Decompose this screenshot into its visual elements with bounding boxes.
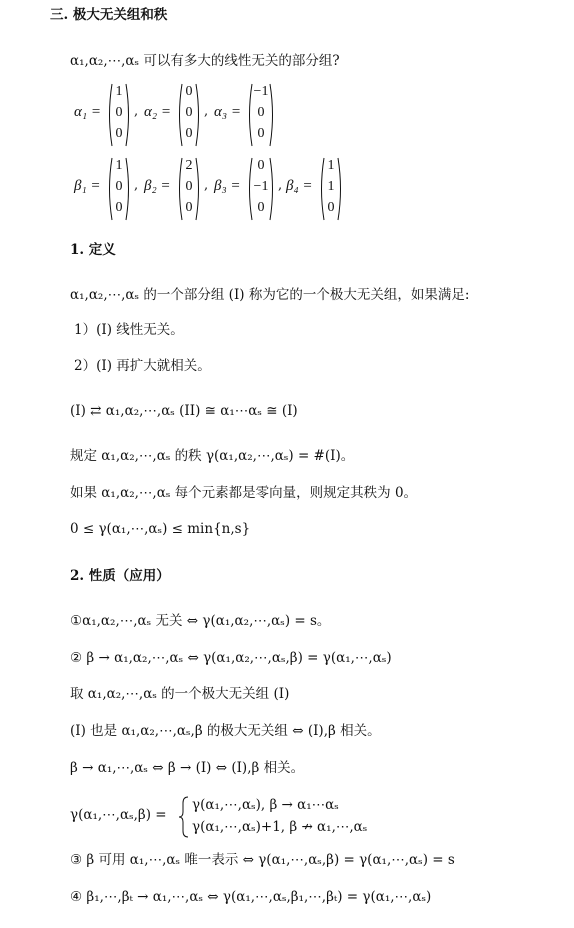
property-4: ④ β₁,⋯,βₜ → α₁,⋯,αₛ ⇔ γ(α₁,⋯,αₛ,β₁,⋯,βₜ) = γ(α₁,⋯,αₛ) — [70, 889, 432, 905]
linear-representation-equivalence: β → α₁,⋯,αₛ ⇔ β → (I) ⇔ (I),β 相关。 — [70, 760, 305, 776]
definition-sentence: α₁,α₂,⋯,αₛ 的一个部分组 (I) 称为它的一个极大无关组，如果满足: — [70, 287, 470, 303]
rank-bound: 0 ≤ γ(α₁,⋯,αₛ) ≤ min{n,s} — [70, 521, 251, 537]
section-title: 三. 极大无关组和秩 — [50, 7, 168, 23]
definition-condition-2: 2）(I) 再扩大就相关。 — [74, 358, 211, 374]
vector-label: β₄ = — [286, 178, 313, 194]
matrix-entry: 0 — [257, 105, 265, 120]
maximal-subset-note: 取 α₁,α₂,⋯,αₛ 的一个极大无关组 (I) — [70, 686, 290, 702]
matrix-entry: −1 — [253, 84, 269, 99]
matrix-entry: 0 — [185, 200, 193, 215]
matrix-entry: 0 — [257, 200, 265, 215]
matrix-entry: 0 — [257, 126, 265, 141]
column-matrix — [106, 82, 132, 148]
matrix-entry: 1 — [327, 158, 335, 173]
vector-label: β₂ = — [144, 178, 171, 194]
definition-heading: 1. 定义 — [70, 242, 116, 258]
left-brace-icon — [178, 796, 190, 838]
vector-label: α₁ = — [74, 104, 101, 120]
matrix-entry: 0 — [115, 126, 123, 141]
maximal-subset-equivalence: (I) 也是 α₁,α₂,⋯,αₛ,β 的极大无关组 ⇔ (I),β 相关。 — [70, 723, 381, 739]
matrix-entry: 1 — [115, 158, 123, 173]
vector-label: α₃ = — [214, 104, 241, 120]
equivalence-formula: (I) ⇄ α₁,α₂,⋯,αₛ (II) ≅ α₁⋯αₛ ≅ (I) — [70, 403, 298, 419]
matrix-entry: 0 — [185, 126, 193, 141]
separator: , — [204, 178, 209, 193]
vector-label: β₁ = — [74, 178, 101, 194]
intro-question: α₁,α₂,⋯,αₛ 可以有多大的线性无关的部分组? — [70, 53, 340, 69]
column-matrix — [106, 156, 132, 222]
zero-rank-rule: 如果 α₁,α₂,⋯,αₛ 每个元素都是零向量，则规定其秩为 0。 — [70, 485, 418, 501]
column-matrix — [318, 156, 344, 222]
vector-label: β₃ = — [214, 178, 241, 194]
property-2: ② β → α₁,α₂,⋯,αₛ ⇔ γ(α₁,α₂,⋯,αₛ,β) = γ(α₁,⋯,αₛ) — [70, 650, 392, 666]
column-matrix — [176, 82, 202, 148]
matrix-entry: 0 — [185, 84, 193, 99]
piecewise-case-1: γ(α₁,⋯,αₛ), β → α₁⋯αₛ — [192, 797, 339, 813]
separator: , — [134, 178, 139, 193]
matrix-entry: −1 — [253, 179, 269, 194]
piecewise-case-2: γ(α₁,⋯,αₛ)+1, β ↛ α₁,⋯,αₛ — [192, 819, 368, 835]
matrix-entry: 0 — [115, 105, 123, 120]
property-1: ①α₁,α₂,⋯,αₛ 无关 ⇔ γ(α₁,α₂,⋯,αₛ) = s。 — [70, 613, 331, 629]
matrix-entry: 0 — [115, 179, 123, 194]
piecewise-lhs: γ(α₁,⋯,αₛ,β) = — [70, 807, 167, 823]
vector-label: α₂ = — [144, 104, 171, 120]
separator: , — [204, 104, 209, 119]
column-matrix — [176, 156, 202, 222]
separator: , — [134, 104, 139, 119]
properties-heading: 2. 性质（应用） — [70, 568, 170, 584]
piecewise-formula — [70, 796, 490, 838]
matrix-entry: 0 — [185, 179, 193, 194]
rank-definition: 规定 α₁,α₂,⋯,αₛ 的秩 γ(α₁,α₂,⋯,αₛ) = #(I)。 — [70, 448, 355, 464]
matrix-entry: 1 — [327, 179, 335, 194]
matrix-entry: 1 — [115, 84, 123, 99]
alpha-vector-row — [74, 82, 374, 148]
matrix-entry: 0 — [257, 158, 265, 173]
beta-vector-row — [74, 156, 374, 222]
matrix-entry: 2 — [185, 158, 193, 173]
matrix-entry: 0 — [327, 200, 335, 215]
definition-condition-1: 1）(I) 线性无关。 — [74, 322, 184, 338]
column-matrix — [246, 156, 276, 222]
matrix-entry: 0 — [115, 200, 123, 215]
column-matrix — [246, 82, 276, 148]
property-3: ③ β 可用 α₁,⋯,αₛ 唯一表示 ⇔ γ(α₁,⋯,αₛ,β) = γ(α₁,⋯,αₛ) = s — [70, 852, 455, 868]
separator: , — [278, 178, 283, 193]
matrix-entry: 0 — [185, 105, 193, 120]
